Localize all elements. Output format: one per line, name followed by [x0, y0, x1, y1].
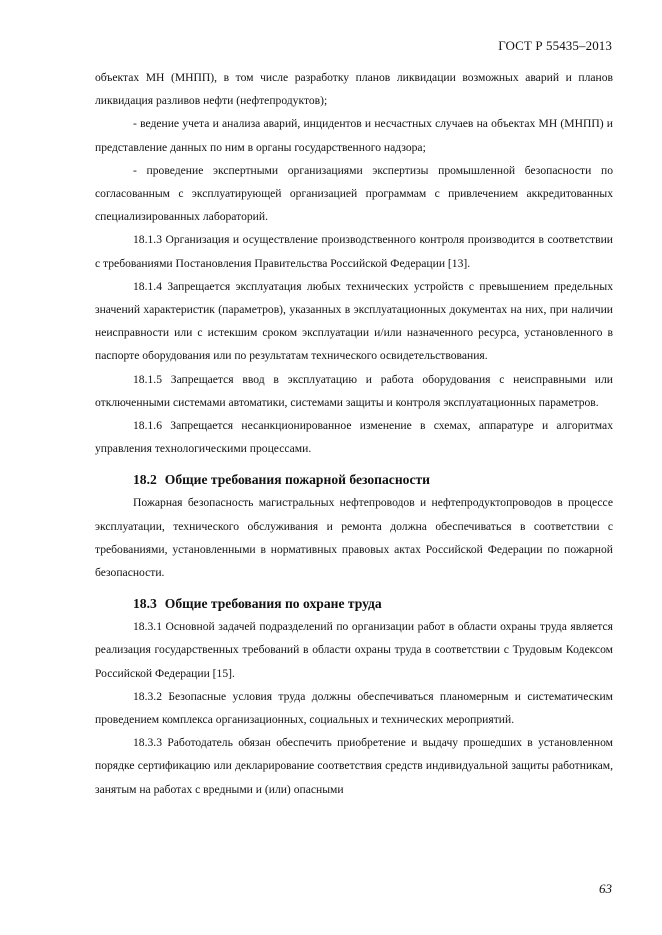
clause-18-3-3: 18.3.3 Работодатель обязан обеспечить приобретение и выдачу прошедших в установленном порядке сертификацию или декларирование соответствия средств индивидуальной защиты работникам, занятым на работах с вредными и (или) опасными: [95, 736, 613, 796]
clause-18-3-1: 18.3.1 Основной задачей подразделений по организации работ в области охраны труда является реализация государственных требований в области охраны труда в соответствии с Трудовым Кодексом Российской Федерации [15].: [95, 620, 613, 680]
section-number: 18.3: [133, 596, 157, 612]
document-body: [95, 66, 613, 801]
section-heading-18-3: [95, 592, 613, 615]
page-number: 63: [599, 881, 612, 896]
section-number: 18.2: [133, 472, 157, 488]
clause-18-1-3: 18.1.3 Организация и осуществление производственного контроля производится в соответствии с требованиями Постановления Правительства Российской Федерации [13].: [95, 233, 613, 270]
clause-18-1-5: 18.1.5 Запрещается ввод в эксплуатацию и работа оборудования с неисправными или отключенными системами автоматики, системами защиты и контроля эксплуатационных параметров.: [95, 372, 613, 409]
list-item-expertise: - проведение экспертными организациями экспертизы промышленной безопасности по согласованным с эксплуатирующей организацией программам с привлечением аккредитованных специализированных лабораторий.: [95, 163, 613, 224]
clause-18-1-4: 18.1.4 Запрещается эксплуатация любых технических устройств с превышением предельных значений характеристик (параметров), указанных в эксплуатационных документах на них, при наличии неисправности или с истекшим сроком эксплуатации и/или назначенного ресурса, установленного в паспорте оборудования или по результатам технического освидетельствования.: [95, 279, 613, 363]
section-title: Общие требования пожарной безопасности: [164, 472, 431, 488]
section-heading-18-2: [95, 468, 613, 491]
list-item-accident-records: - ведение учета и анализа аварий, инцидентов и несчастных случаев на объектах МН (МНПП) и представление данных по ним в органы государственного надзора;: [95, 117, 613, 154]
document-id-header: ГОСТ Р 55435–2013: [498, 38, 612, 53]
paragraph-continuation: объектах МН (МНПП), в том числе разработку планов ликвидации возможных аварий и планов ликвидация разливов нефти (нефтепродуктов);: [95, 71, 613, 108]
clause-18-3-2: 18.3.2 Безопасные условия труда должны обеспечиваться планомерным и систематическим проведением комплекса организационных, социальных и технических мероприятий.: [95, 689, 613, 727]
clause-18-1-6: 18.1.6 Запрещается несанкционированное изменение в схемах, аппаратуре и алгоритмах управления технологическими процессами.: [95, 419, 613, 456]
paragraph-fire-safety: Пожарная безопасность магистральных нефтепроводов и нефтепродуктопроводов в процессе эксплуатации, технического обслуживания и ремонта должна обеспечиваться в соответствии с требованиями, установленными в нормативных правовых актах Российской Федерации по пожарной безопасности.: [95, 496, 613, 580]
section-title: Общие требования по охране труда: [164, 596, 382, 612]
